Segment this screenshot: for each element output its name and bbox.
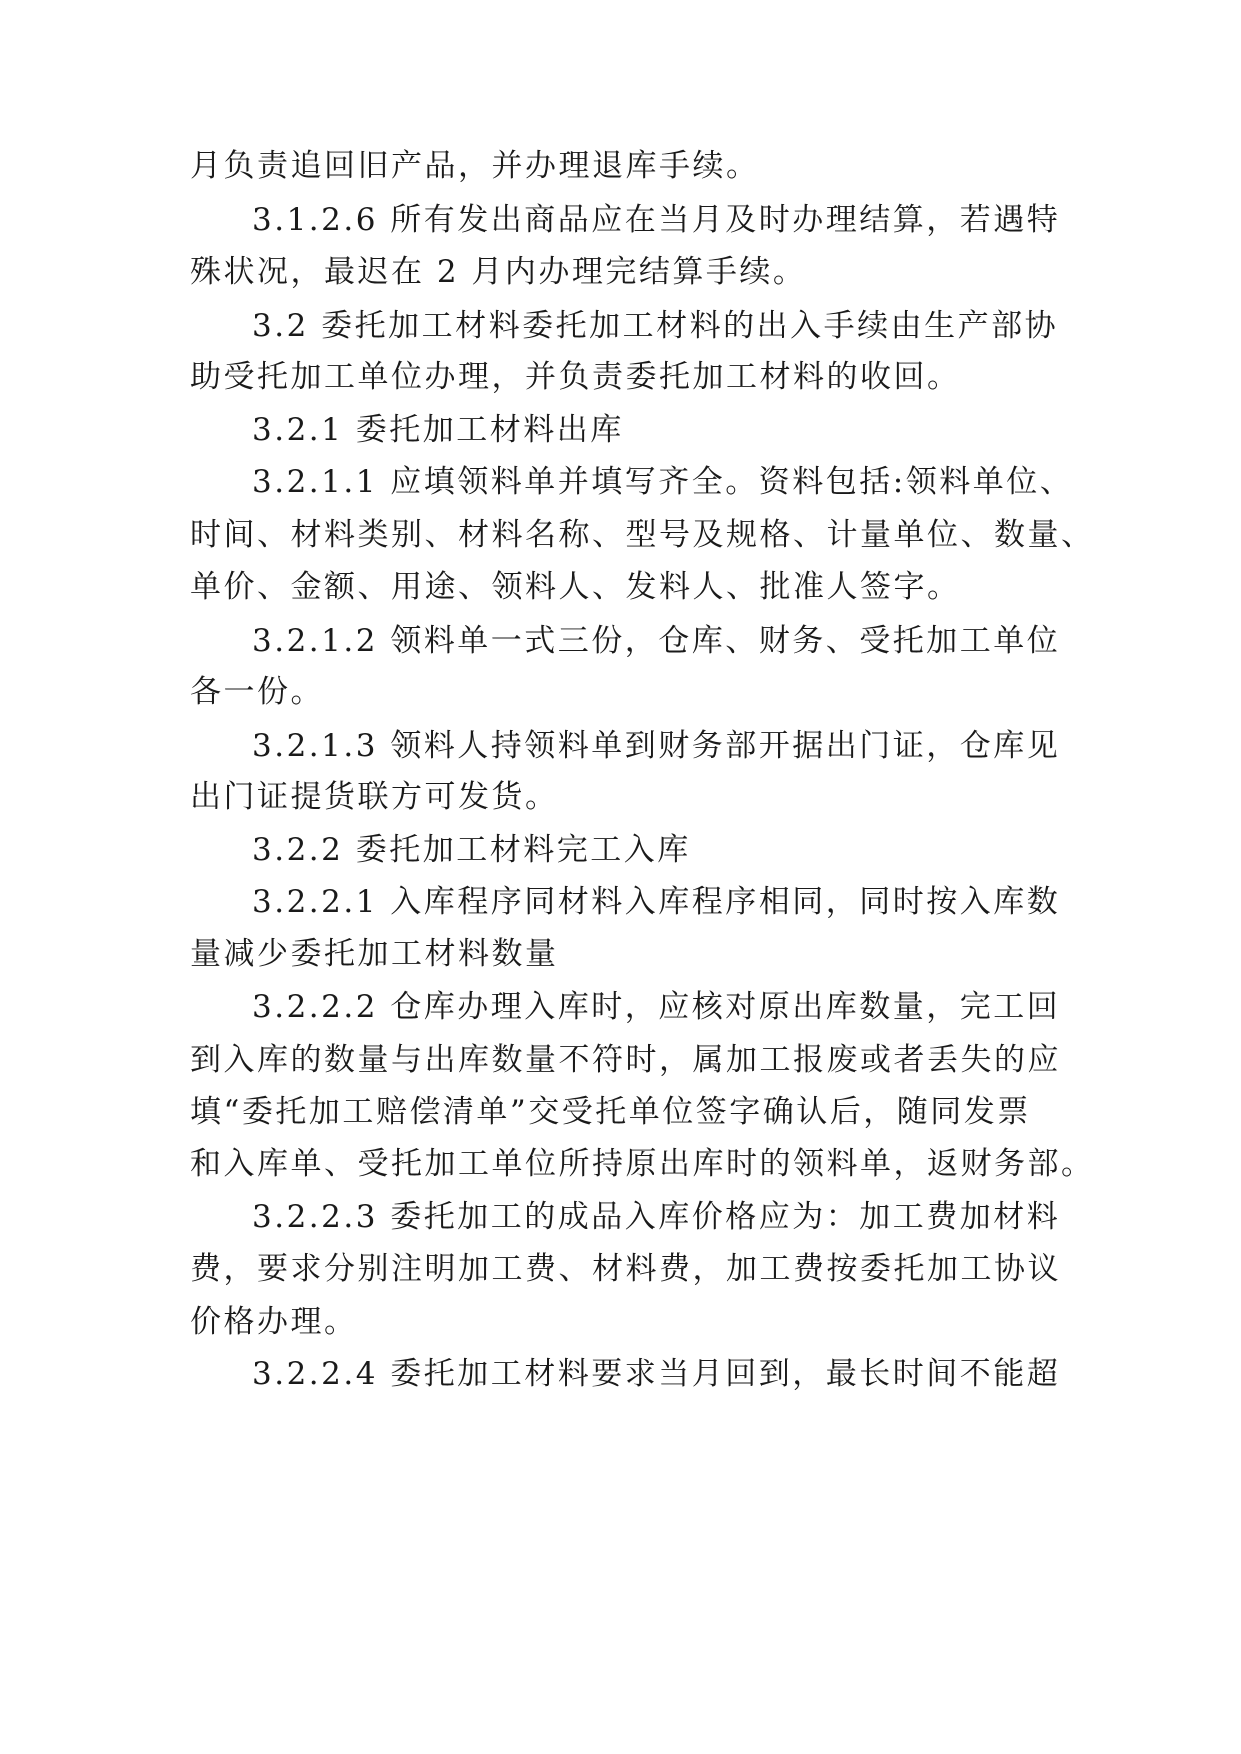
text-line: 殊状况，最迟在 2 月内办理完结算手续。 bbox=[190, 254, 807, 290]
text-line: 单价、金额、用途、领料人、发料人、批准人签字。 bbox=[190, 569, 961, 605]
text-line: 3.2 委托加工材料委托加工材料的出入手续由生产部协 bbox=[252, 308, 1059, 344]
text-line: 3.1.2.6 所有发出商品应在当月及时办理结算，若遇特 bbox=[252, 202, 1061, 238]
text-line: 费，要求分别注明加工费、材料费，加工费按委托加工协议 bbox=[190, 1251, 1061, 1287]
text-line: 量减少委托加工材料数量 bbox=[190, 936, 559, 972]
text-line: 助受托加工单位办理，并负责委托加工材料的收回。 bbox=[190, 359, 961, 395]
text-line: 3.2.2.2 仓库办理入库时，应核对原出库数量，完工回 bbox=[252, 989, 1061, 1025]
text-line: 出门证提货联方可发货。 bbox=[190, 779, 559, 815]
text-line: 3.2.1.2 领料单一式三份，仓库、财务、受托加工单位 bbox=[252, 623, 1061, 659]
text-line: 月负责追回旧产品，并办理退库手续。 bbox=[190, 148, 760, 184]
text-line: 3.2.2.3 委托加工的成品入库价格应为：加工费加材料 bbox=[252, 1199, 1061, 1235]
text-line: 和入库单、受托加工单位所持原出库时的领料单，返财务部。 bbox=[190, 1146, 1095, 1182]
text-line: 3.2.1.3 领料人持领料单到财务部开据出门证，仓库见 bbox=[252, 728, 1061, 764]
text-line: 3.2.1.1 应填领料单并填写齐全。资料包括:领料单位、 bbox=[252, 464, 1074, 500]
text-line: 时间、材料类别、材料名称、型号及规格、计量单位、数量、 bbox=[190, 517, 1095, 553]
text-line: 填“委托加工赔偿清单”交受托单位签字确认后，随同发票 bbox=[190, 1094, 1031, 1130]
text-line: 3.2.2.1 入库程序同材料入库程序相同，同时按入库数 bbox=[252, 884, 1061, 920]
text-line: 3.2.2 委托加工材料完工入库 bbox=[252, 832, 691, 868]
text-line: 价格办理。 bbox=[190, 1304, 358, 1340]
text-line: 3.2.1 委托加工材料出库 bbox=[252, 412, 624, 448]
text-line: 到入库的数量与出库数量不符时，属加工报废或者丢失的应 bbox=[190, 1042, 1061, 1078]
text-line: 3.2.2.4 委托加工材料要求当月回到，最长时间不能超 bbox=[252, 1356, 1061, 1392]
text-line: 各一份。 bbox=[190, 674, 324, 710]
